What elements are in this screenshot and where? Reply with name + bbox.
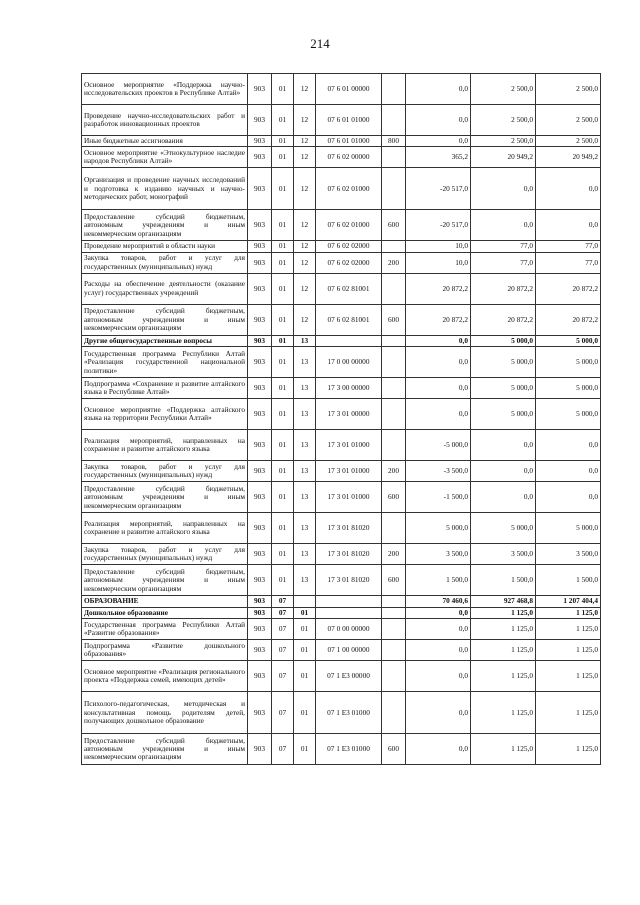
expense-type-code: 200 [382, 461, 406, 482]
amount-year-3: 5 000,0 [536, 335, 601, 346]
row-name: ОБРАЗОВАНИЕ [82, 596, 248, 607]
expense-type-code: 600 [382, 210, 406, 241]
section-code: 01 [272, 241, 294, 252]
expense-type-code [382, 399, 406, 430]
amount-year-1: 0,0 [406, 661, 471, 692]
row-name: Предоставление субсидий бюджетным, автономным учреждениям и иным некоммерческим организациям [82, 210, 248, 241]
expense-type-code: 600 [382, 482, 406, 513]
section-code: 01 [272, 544, 294, 565]
amount-year-1: 1 500,0 [406, 565, 471, 596]
amount-year-1: 365,2 [406, 147, 471, 168]
subsection-code: 13 [294, 335, 316, 346]
row-name: Закупка товаров, работ и услуг для государственных (муниципальных) нужд [82, 252, 248, 273]
amount-year-3: 20 872,2 [536, 304, 601, 335]
ministry-code: 903 [248, 565, 272, 596]
target-article-code: 17 3 01 81020 [316, 565, 382, 596]
subsection-code: 12 [294, 304, 316, 335]
amount-year-2: 2 500,0 [471, 74, 536, 105]
target-article-code: 17 3 01 01000 [316, 461, 382, 482]
amount-year-2: 1 500,0 [471, 565, 536, 596]
target-article-code [316, 596, 382, 607]
section-code: 01 [272, 74, 294, 105]
row-name: Предоставление субсидий бюджетным, автономным учреждениям и иным некоммерческим организациям [82, 734, 248, 765]
section-code: 01 [272, 430, 294, 461]
row-name: Предоставление субсидий бюджетным, автономным учреждениям и иным некоммерческим организациям [82, 565, 248, 596]
target-article-code [316, 607, 382, 618]
row-name: Подпрограмма «Сохранение и развитие алтайского языка в Республике Алтай» [82, 378, 248, 399]
amount-year-1: 70 460,6 [406, 596, 471, 607]
amount-year-2: 5 000,0 [471, 399, 536, 430]
section-code: 01 [272, 252, 294, 273]
amount-year-3: 2 500,0 [536, 74, 601, 105]
amount-year-3: 5 000,0 [536, 378, 601, 399]
table-row [82, 399, 601, 430]
row-name: Основное мероприятие «Поддержка научно-исследовательских проектов в Республике Алтай» [82, 74, 248, 105]
expense-type-code [382, 430, 406, 461]
table-row [82, 168, 601, 210]
section-code: 07 [272, 640, 294, 661]
target-article-code: 07 6 02 00000 [316, 147, 382, 168]
section-code: 07 [272, 619, 294, 640]
table-row [82, 482, 601, 513]
section-code: 07 [272, 734, 294, 765]
ministry-code: 903 [248, 692, 272, 734]
section-code: 01 [272, 168, 294, 210]
amount-year-1: 10,0 [406, 241, 471, 252]
table-row [82, 252, 601, 273]
row-name: Закупка товаров, работ и услуг для государственных (муниципальных) нужд [82, 544, 248, 565]
table-row [82, 596, 601, 607]
target-article-code: 07 1 E3 01000 [316, 692, 382, 734]
subsection-code: 13 [294, 544, 316, 565]
subsection-code: 12 [294, 105, 316, 136]
amount-year-2: 0,0 [471, 430, 536, 461]
target-article-code: 07 6 02 02000 [316, 252, 382, 273]
amount-year-3: 1 125,0 [536, 734, 601, 765]
amount-year-2: 0,0 [471, 210, 536, 241]
table-row [82, 105, 601, 136]
row-name: Дошкольное образование [82, 607, 248, 618]
amount-year-1: -3 500,0 [406, 461, 471, 482]
expense-type-code: 200 [382, 252, 406, 273]
row-name: Реализация мероприятий, направленных на сохранение и развитие алтайского языка [82, 513, 248, 544]
amount-year-3: 2 500,0 [536, 136, 601, 147]
table-row [82, 513, 601, 544]
row-name: Иные бюджетные ассигнования [82, 136, 248, 147]
amount-year-2: 5 000,0 [471, 513, 536, 544]
target-article-code: 17 3 01 00000 [316, 399, 382, 430]
ministry-code: 903 [248, 304, 272, 335]
row-name: Государственная программа Республики Алтай «Реализация государственной национальной политики» [82, 347, 248, 378]
amount-year-3: 77,0 [536, 241, 601, 252]
amount-year-1: 3 500,0 [406, 544, 471, 565]
amount-year-1: 0,0 [406, 619, 471, 640]
ministry-code: 903 [248, 210, 272, 241]
amount-year-2: 0,0 [471, 461, 536, 482]
row-name: Другие общегосударственные вопросы [82, 335, 248, 346]
row-name: Организация и проведение научных исследований и подготовка к изданию научных и научно-методических работ, монографий [82, 168, 248, 210]
target-article-code: 07 1 E3 01000 [316, 734, 382, 765]
expense-type-code [382, 378, 406, 399]
amount-year-1: 10,0 [406, 252, 471, 273]
amount-year-1: 0,0 [406, 136, 471, 147]
target-article-code: 07 6 02 81001 [316, 304, 382, 335]
amount-year-3: 0,0 [536, 168, 601, 210]
expense-type-code: 800 [382, 136, 406, 147]
amount-year-2: 2 500,0 [471, 136, 536, 147]
amount-year-3: 77,0 [536, 252, 601, 273]
target-article-code: 07 0 00 00000 [316, 619, 382, 640]
target-article-code: 17 0 00 00000 [316, 347, 382, 378]
subsection-code: 12 [294, 252, 316, 273]
budget-table [81, 73, 601, 765]
table-row [82, 378, 601, 399]
ministry-code: 903 [248, 136, 272, 147]
amount-year-2: 1 125,0 [471, 640, 536, 661]
amount-year-3: 5 000,0 [536, 399, 601, 430]
amount-year-1: -20 517,0 [406, 168, 471, 210]
table-row [82, 640, 601, 661]
page-number: 214 [310, 36, 330, 51]
table-row [82, 304, 601, 335]
subsection-code: 13 [294, 399, 316, 430]
amount-year-1: 20 872,2 [406, 273, 471, 304]
subsection-code: 01 [294, 734, 316, 765]
subsection-code: 12 [294, 241, 316, 252]
amount-year-3: 20 872,2 [536, 273, 601, 304]
amount-year-2: 0,0 [471, 168, 536, 210]
section-code: 07 [272, 692, 294, 734]
subsection-code: 13 [294, 461, 316, 482]
target-article-code: 07 6 02 81001 [316, 273, 382, 304]
row-name: Проведение мероприятий в области науки [82, 241, 248, 252]
subsection-code: 01 [294, 607, 316, 618]
table-row [82, 734, 601, 765]
subsection-code: 12 [294, 136, 316, 147]
table-row [82, 565, 601, 596]
subsection-code: 13 [294, 347, 316, 378]
table-row [82, 692, 601, 734]
amount-year-3: 1 207 404,4 [536, 596, 601, 607]
table-row [82, 661, 601, 692]
ministry-code: 903 [248, 544, 272, 565]
amount-year-2: 2 500,0 [471, 105, 536, 136]
ministry-code: 903 [248, 347, 272, 378]
section-code: 01 [272, 482, 294, 513]
section-code: 01 [272, 399, 294, 430]
table-row [82, 544, 601, 565]
section-code: 01 [272, 335, 294, 346]
row-name: Подпрограмма «Развитие дошкольного образования» [82, 640, 248, 661]
table-row [82, 619, 601, 640]
section-code: 01 [272, 136, 294, 147]
ministry-code: 903 [248, 105, 272, 136]
ministry-code: 903 [248, 273, 272, 304]
ministry-code: 903 [248, 619, 272, 640]
subsection-code: 01 [294, 692, 316, 734]
amount-year-2: 0,0 [471, 482, 536, 513]
target-article-code: 07 6 02 01000 [316, 210, 382, 241]
amount-year-1: 0,0 [406, 640, 471, 661]
ministry-code: 903 [248, 482, 272, 513]
expense-type-code [382, 619, 406, 640]
row-name: Закупка товаров, работ и услуг для государственных (муниципальных) нужд [82, 461, 248, 482]
row-name: Государственная программа Республики Алтай «Развитие образования» [82, 619, 248, 640]
expense-type-code [382, 692, 406, 734]
subsection-code: 01 [294, 661, 316, 692]
amount-year-2: 3 500,0 [471, 544, 536, 565]
amount-year-2: 77,0 [471, 252, 536, 273]
target-article-code: 07 6 02 02000 [316, 241, 382, 252]
amount-year-2: 1 125,0 [471, 692, 536, 734]
amount-year-1: 0,0 [406, 347, 471, 378]
target-article-code: 07 6 01 01000 [316, 136, 382, 147]
ministry-code: 903 [248, 252, 272, 273]
ministry-code: 903 [248, 513, 272, 544]
subsection-code: 13 [294, 378, 316, 399]
amount-year-3: 5 000,0 [536, 513, 601, 544]
subsection-code: 13 [294, 482, 316, 513]
amount-year-3: 0,0 [536, 482, 601, 513]
ministry-code: 903 [248, 241, 272, 252]
ministry-code: 903 [248, 74, 272, 105]
section-code: 01 [272, 461, 294, 482]
table-row [82, 347, 601, 378]
row-name: Предоставление субсидий бюджетным, автономным учреждениям и иным некоммерческим организациям [82, 482, 248, 513]
section-code: 01 [272, 105, 294, 136]
amount-year-2: 927 468,8 [471, 596, 536, 607]
amount-year-2: 1 125,0 [471, 734, 536, 765]
subsection-code: 01 [294, 640, 316, 661]
amount-year-1: 0,0 [406, 378, 471, 399]
table-row [82, 607, 601, 618]
section-code: 01 [272, 513, 294, 544]
expense-type-code: 200 [382, 544, 406, 565]
target-article-code: 17 3 01 01000 [316, 482, 382, 513]
amount-year-2: 1 125,0 [471, 607, 536, 618]
ministry-code: 903 [248, 596, 272, 607]
amount-year-2: 20 872,2 [471, 273, 536, 304]
section-code: 01 [272, 378, 294, 399]
ministry-code: 903 [248, 734, 272, 765]
amount-year-1: 20 872,2 [406, 304, 471, 335]
amount-year-3: 1 125,0 [536, 619, 601, 640]
target-article-code: 07 6 01 01000 [316, 105, 382, 136]
amount-year-2: 5 000,0 [471, 335, 536, 346]
target-article-code [316, 335, 382, 346]
amount-year-1: -5 000,0 [406, 430, 471, 461]
row-name: Реализация мероприятий, направленных на сохранение и развитие алтайского языка [82, 430, 248, 461]
amount-year-3: 1 125,0 [536, 661, 601, 692]
section-code: 01 [272, 347, 294, 378]
expense-type-code [382, 513, 406, 544]
table-row [82, 430, 601, 461]
amount-year-3: 5 000,0 [536, 347, 601, 378]
target-article-code: 07 6 02 01000 [316, 168, 382, 210]
expense-type-code [382, 147, 406, 168]
amount-year-3: 3 500,0 [536, 544, 601, 565]
ministry-code: 903 [248, 661, 272, 692]
amount-year-1: -20 517,0 [406, 210, 471, 241]
table-row [82, 241, 601, 252]
expense-type-code [382, 241, 406, 252]
amount-year-2: 5 000,0 [471, 378, 536, 399]
amount-year-1: 0,0 [406, 399, 471, 430]
expense-type-code: 600 [382, 734, 406, 765]
target-article-code: 07 1 E3 00000 [316, 661, 382, 692]
row-name: Основное мероприятие «Реализация регионального проекта «Поддержка семей, имеющих детей» [82, 661, 248, 692]
expense-type-code [382, 596, 406, 607]
amount-year-1: -1 500,0 [406, 482, 471, 513]
amount-year-3: 1 125,0 [536, 607, 601, 618]
ministry-code: 903 [248, 335, 272, 346]
expense-type-code [382, 607, 406, 618]
ministry-code: 903 [248, 461, 272, 482]
amount-year-2: 77,0 [471, 241, 536, 252]
amount-year-3: 2 500,0 [536, 105, 601, 136]
target-article-code: 07 1 00 00000 [316, 640, 382, 661]
section-code: 07 [272, 596, 294, 607]
subsection-code: 13 [294, 513, 316, 544]
expense-type-code: 600 [382, 565, 406, 596]
section-code: 01 [272, 147, 294, 168]
amount-year-1: 0,0 [406, 734, 471, 765]
expense-type-code [382, 661, 406, 692]
section-code: 01 [272, 565, 294, 596]
amount-year-3: 1 125,0 [536, 640, 601, 661]
target-article-code: 17 3 01 81020 [316, 544, 382, 565]
amount-year-1: 5 000,0 [406, 513, 471, 544]
amount-year-3: 1 500,0 [536, 565, 601, 596]
table-row [82, 147, 601, 168]
target-article-code: 17 3 00 00000 [316, 378, 382, 399]
subsection-code: 12 [294, 273, 316, 304]
row-name: Основное мероприятие «Поддержка алтайского языка на территории Республики Алтай» [82, 399, 248, 430]
expense-type-code [382, 335, 406, 346]
amount-year-1: 0,0 [406, 74, 471, 105]
expense-type-code [382, 105, 406, 136]
row-name: Психолого-педагогическая, методическая и консультативная помощь родителям детей, получающих дошкольное образование [82, 692, 248, 734]
table-row [82, 74, 601, 105]
expense-type-code [382, 640, 406, 661]
table-row [82, 210, 601, 241]
expense-type-code [382, 74, 406, 105]
subsection-code: 13 [294, 565, 316, 596]
amount-year-1: 0,0 [406, 607, 471, 618]
table-row [82, 136, 601, 147]
expense-type-code: 600 [382, 304, 406, 335]
amount-year-3: 0,0 [536, 430, 601, 461]
table-row [82, 461, 601, 482]
amount-year-3: 0,0 [536, 461, 601, 482]
subsection-code: 12 [294, 147, 316, 168]
section-code: 01 [272, 210, 294, 241]
amount-year-2: 1 125,0 [471, 619, 536, 640]
ministry-code: 903 [248, 640, 272, 661]
ministry-code: 903 [248, 147, 272, 168]
ministry-code: 903 [248, 430, 272, 461]
table-body [82, 74, 601, 765]
target-article-code: 17 3 01 01000 [316, 430, 382, 461]
amount-year-3: 20 949,2 [536, 147, 601, 168]
ministry-code: 903 [248, 168, 272, 210]
amount-year-2: 20 949,2 [471, 147, 536, 168]
amount-year-3: 0,0 [536, 210, 601, 241]
subsection-code: 01 [294, 619, 316, 640]
table-row [82, 273, 601, 304]
subsection-code [294, 596, 316, 607]
row-name: Основное мероприятие «Этнокультурное наследие народов Республики Алтай» [82, 147, 248, 168]
target-article-code: 07 6 01 00000 [316, 74, 382, 105]
table-row [82, 335, 601, 346]
expense-type-code [382, 168, 406, 210]
section-code: 01 [272, 304, 294, 335]
section-code: 01 [272, 273, 294, 304]
amount-year-2: 20 872,2 [471, 304, 536, 335]
target-article-code: 17 3 01 81020 [316, 513, 382, 544]
ministry-code: 903 [248, 399, 272, 430]
row-name: Проведение научно-исследовательских работ и разработок инновационных проектов [82, 105, 248, 136]
amount-year-1: 0,0 [406, 335, 471, 346]
row-name: Предоставление субсидий бюджетным, автономным учреждениям и иным некоммерческим организациям [82, 304, 248, 335]
row-name: Расходы на обеспечение деятельности (оказание услуг) государственных учреждений [82, 273, 248, 304]
ministry-code: 903 [248, 378, 272, 399]
section-code: 07 [272, 661, 294, 692]
amount-year-3: 1 125,0 [536, 692, 601, 734]
subsection-code: 12 [294, 210, 316, 241]
amount-year-1: 0,0 [406, 692, 471, 734]
amount-year-2: 5 000,0 [471, 347, 536, 378]
expense-type-code [382, 347, 406, 378]
amount-year-2: 1 125,0 [471, 661, 536, 692]
subsection-code: 12 [294, 168, 316, 210]
section-code: 07 [272, 607, 294, 618]
ministry-code: 903 [248, 607, 272, 618]
subsection-code: 12 [294, 74, 316, 105]
subsection-code: 13 [294, 430, 316, 461]
amount-year-1: 0,0 [406, 105, 471, 136]
expense-type-code [382, 273, 406, 304]
